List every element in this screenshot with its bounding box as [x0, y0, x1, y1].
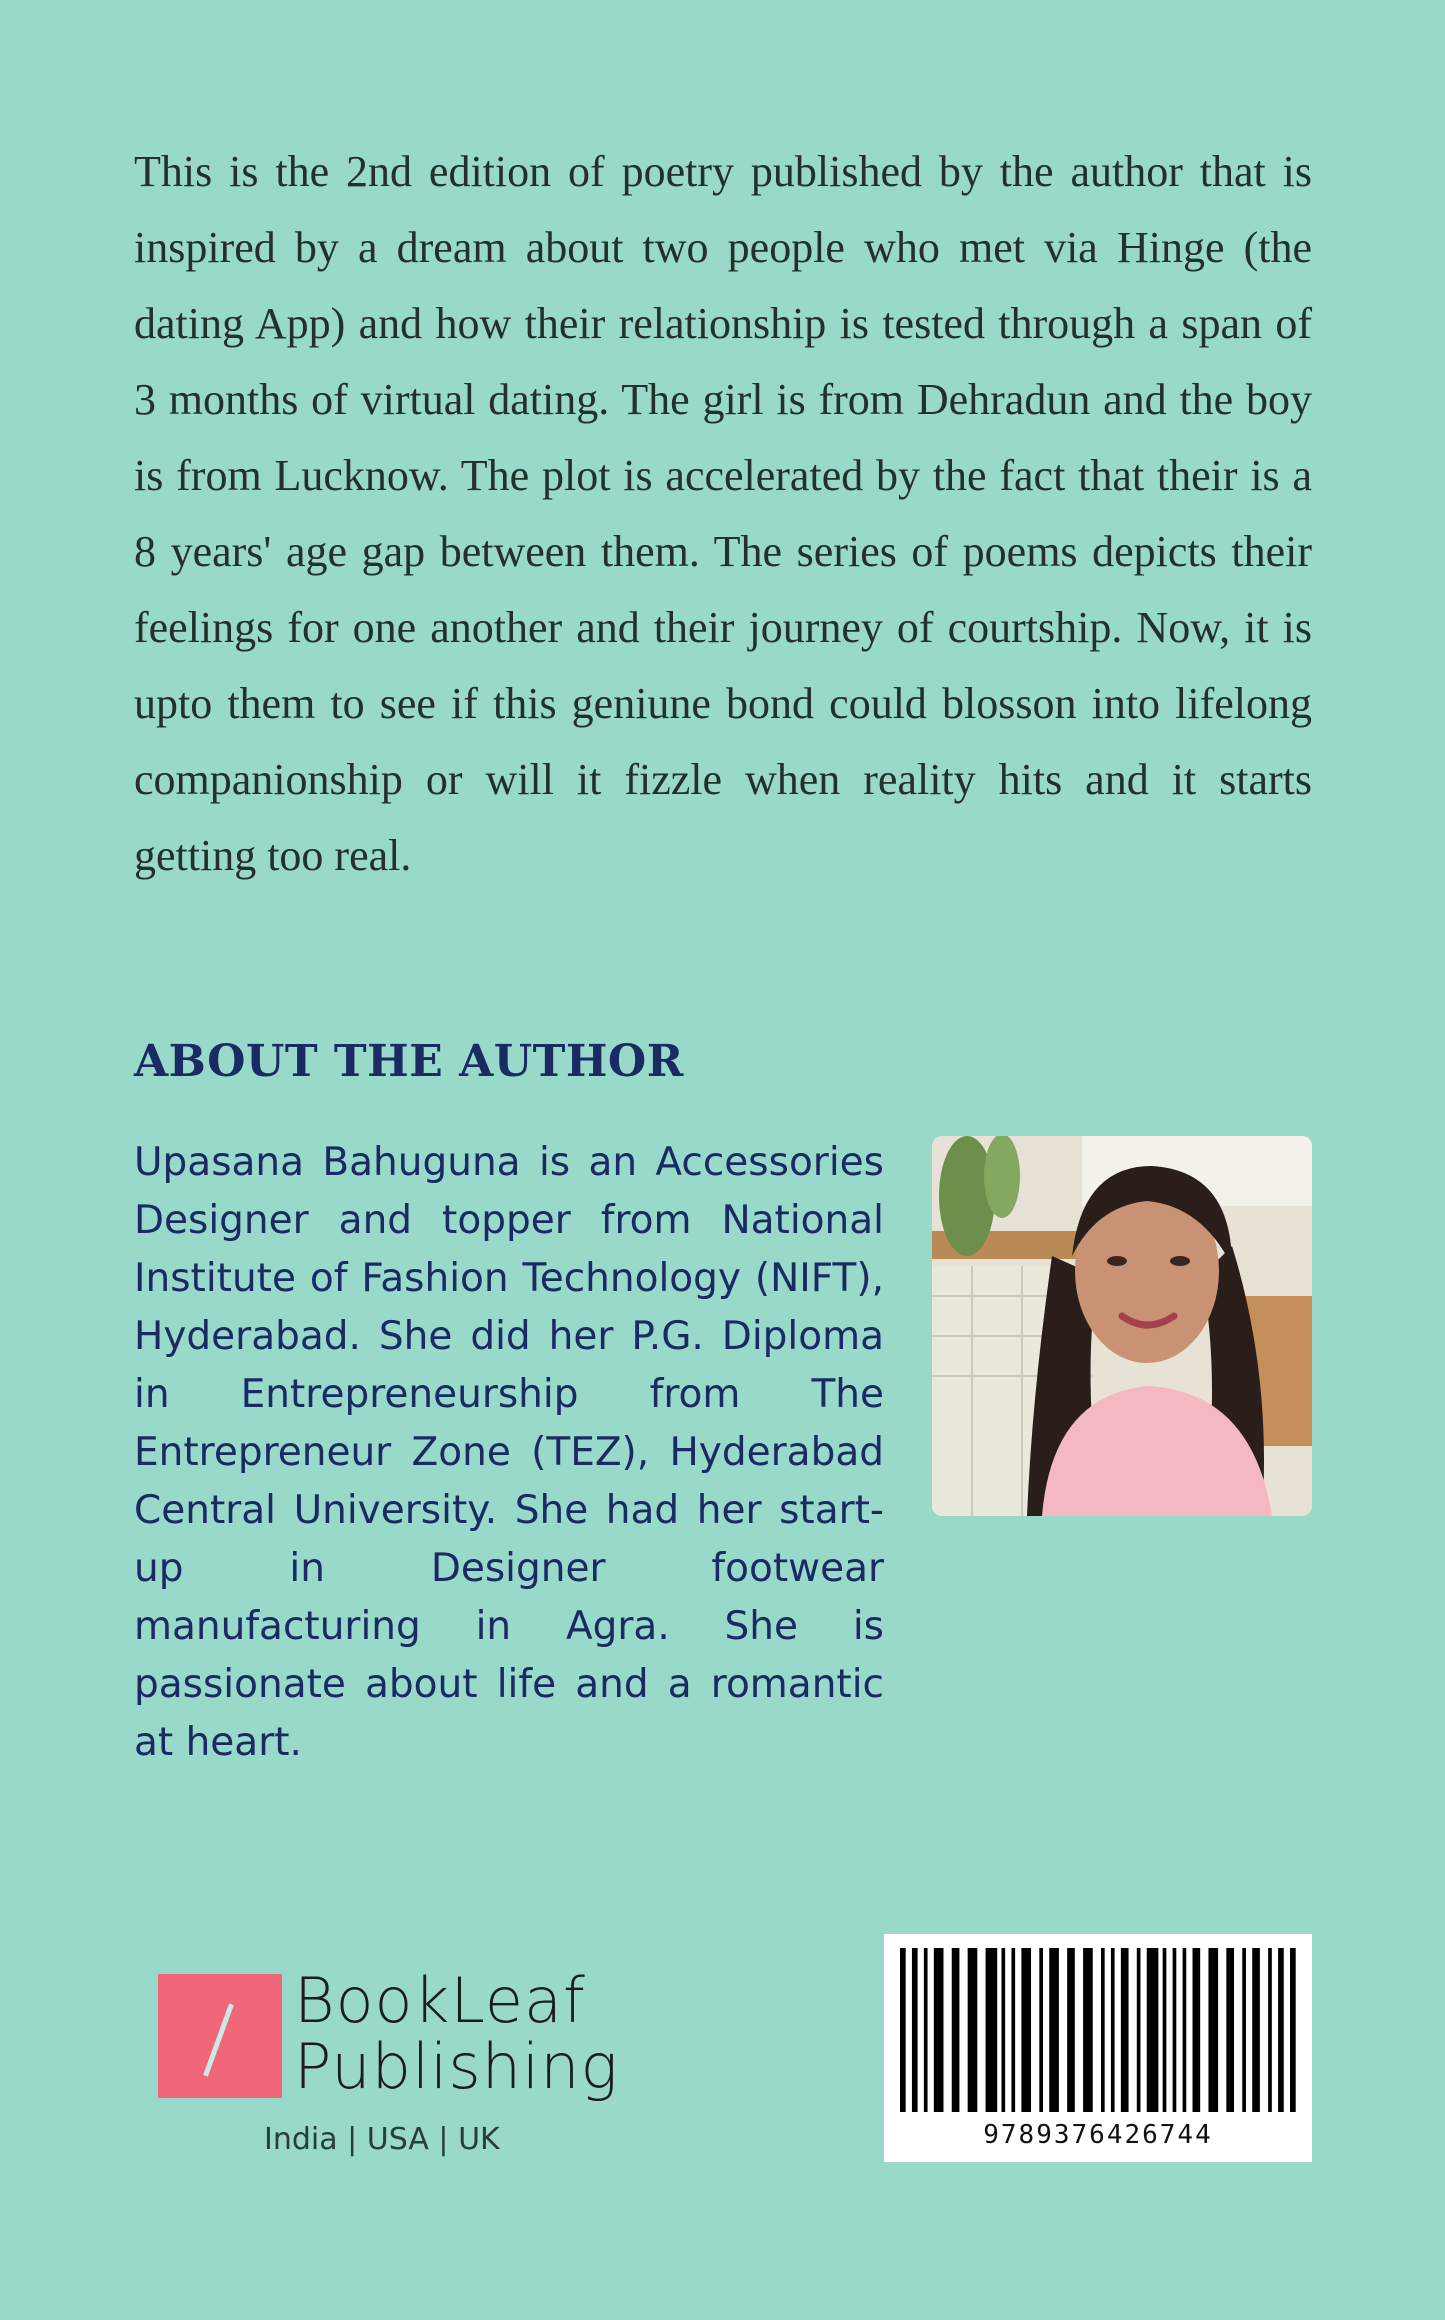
barcode-bar: [1183, 1948, 1187, 2112]
barcode-bar: [1278, 1948, 1284, 2112]
barcode-bar: [1226, 1948, 1234, 2112]
barcode-bar: [1268, 1948, 1272, 2112]
barcode-bar: [1163, 1948, 1167, 2112]
barcode-bar: [1101, 1948, 1105, 2112]
barcode-bar: [1242, 1948, 1246, 2112]
publisher-regions: India | USA | UK: [264, 2122, 500, 2157]
author-photo: [932, 1136, 1312, 1516]
barcode-bar: [1147, 1948, 1159, 2112]
barcode-bar: [924, 1948, 928, 2112]
author-portrait-image: [932, 1136, 1312, 1516]
barcode-bar: [1290, 1948, 1296, 2112]
barcode-bar: [968, 1948, 978, 2112]
barcode-bar: [934, 1948, 944, 2112]
barcode-bar: [1252, 1948, 1260, 2112]
barcode-bar: [912, 1948, 918, 2112]
author-bio: Upasana Bahuguna is an Accessories Designer and topper from National Institute of Fashion Technology (NIFT), Hyderabad. She did her P.G. Diploma in Entrepreneurship from The Entrepreneur Zone (TEZ), Hyderabad Central University. She had her start-up in Designer footwear manufacturing in Agra. She is passionate about life and a romantic at heart.: [134, 1140, 884, 1765]
barcode-bar: [1011, 1948, 1015, 2112]
back-cover-blurb: This is the 2nd edition of poetry published by the author that is inspired by a dream about two people who met via Hinge (the dating App) and how their relationship is tested through a span of 3 months of virtual dating. The girl is from Dehradun and the boy is from Lucknow. The plot is accelerated by the fact that their is a 8 years' age gap between them. The series of poems depicts their feelings for one another and their journey of courtship. Now, it is upto them to see if this geniune bond could blosson into lifelong companionship or will it fizzle when reality hits and it starts getting too real.: [134, 147, 1312, 880]
barcode-bar: [1173, 1948, 1177, 2112]
isbn-barcode: [884, 1934, 1312, 2162]
barcode-bar: [952, 1948, 960, 2112]
barcode-bar: [1137, 1948, 1141, 2112]
barcode-bar: [1049, 1948, 1059, 2112]
barcode-bar: [986, 1948, 998, 2112]
barcode-bar: [1067, 1948, 1075, 2112]
barcode-bar: [1001, 1948, 1005, 2112]
publisher-name-line1: BookLeaf: [294, 1964, 586, 2037]
barcode-bar: [1039, 1948, 1043, 2112]
publisher-name-line2: Publishing: [294, 2030, 619, 2103]
barcode-bar: [1121, 1948, 1129, 2112]
publisher-logo: [158, 1964, 619, 2168]
barcode-bar: [1193, 1948, 1201, 2112]
barcode-icon: [900, 1948, 1296, 2112]
isbn-number: 9789376426744: [983, 2120, 1213, 2150]
about-author-heading: ABOUT THE AUTHOR: [134, 1036, 684, 1087]
barcode-bar: [1083, 1948, 1093, 2112]
bookleaf-logo-mark-icon: [158, 1974, 282, 2098]
barcode-bar: [1208, 1948, 1218, 2112]
barcode-bar: [1021, 1948, 1031, 2112]
barcode-bar: [1111, 1948, 1115, 2112]
barcode-bar: [900, 1948, 906, 2112]
